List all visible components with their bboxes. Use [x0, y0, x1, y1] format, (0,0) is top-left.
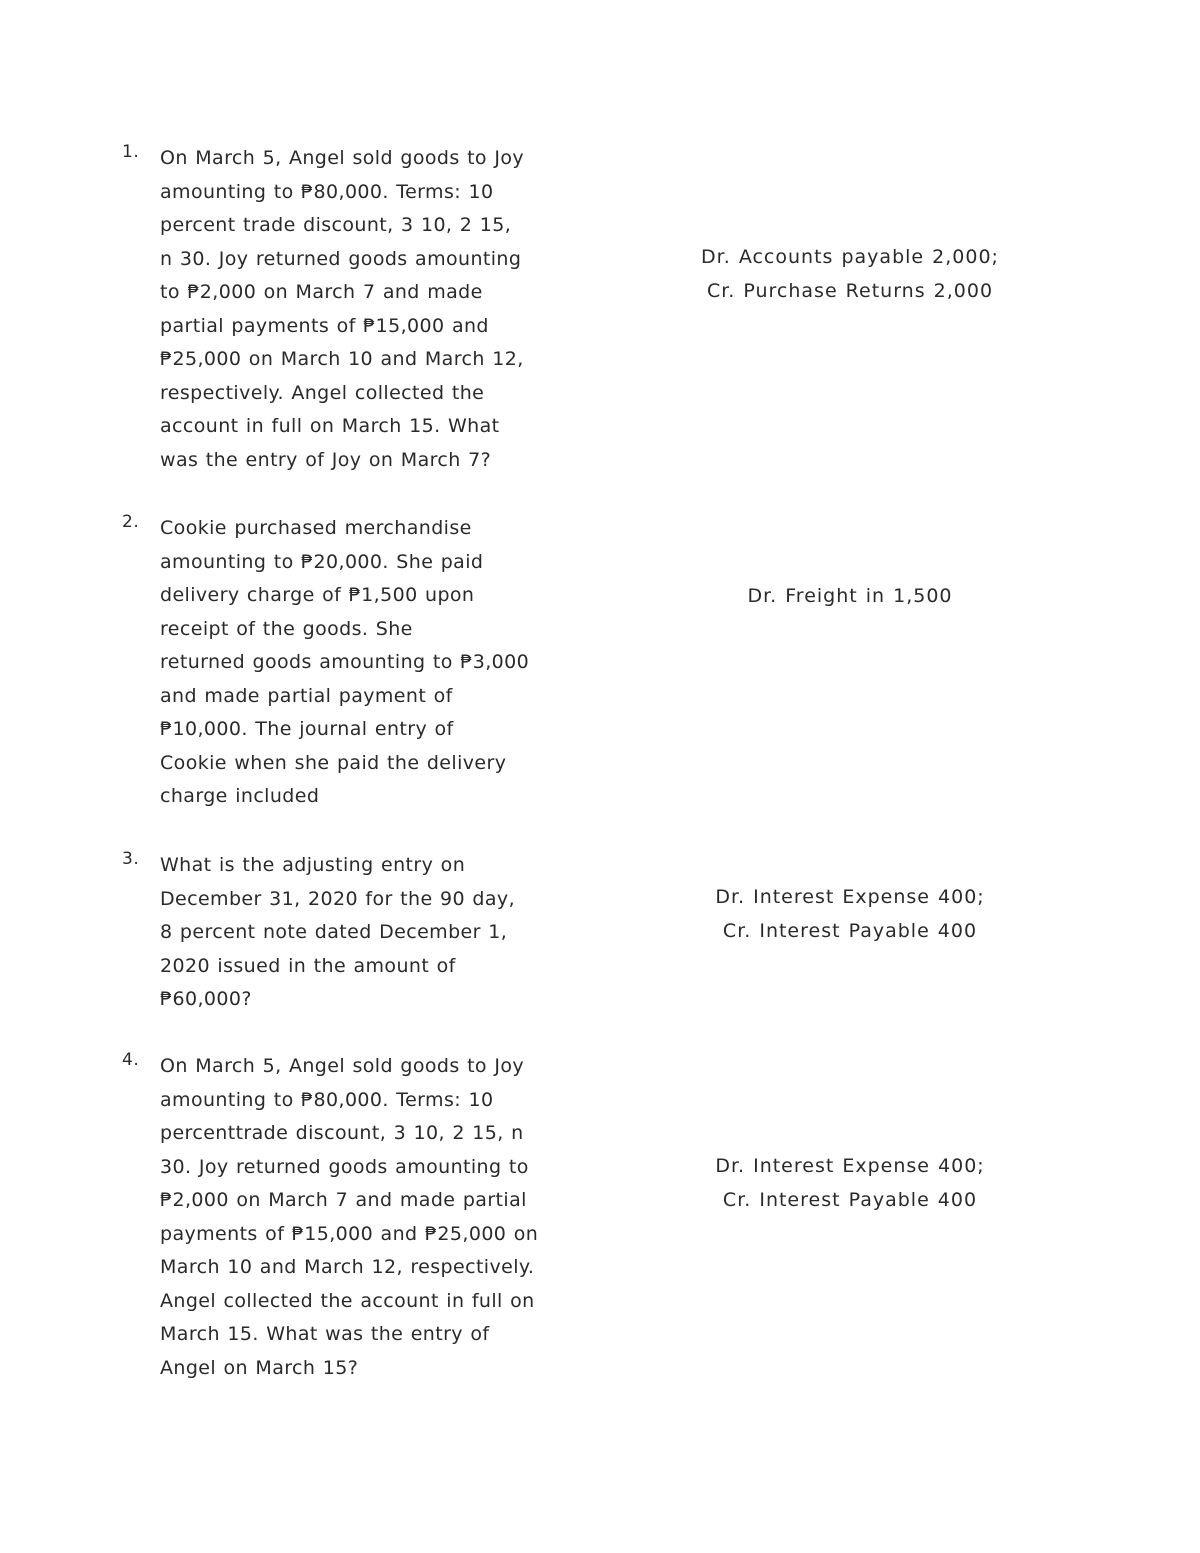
- question-number: 4.: [122, 1050, 140, 1070]
- question-text: On March 5, Angel sold goods to Joy amounting to ₱80,000. Terms: 10 percent trade discount, 3 10, 2 15, n 30. Joy returned goods amounting to ₱2,000 on March 7 and made partial payments of ₱15,000 and ₱25,000 on March 10 and March 12, respectively. Angel collected the account in full on March 15. What was the entry of Joy on March 7?: [160, 147, 525, 471]
- question-number: 3.: [122, 849, 140, 869]
- answer-text: Dr. Accounts payable 2,000; Cr. Purchase Returns 2,000: [701, 246, 999, 302]
- question-number: 2.: [122, 512, 140, 532]
- question-text: On March 5, Angel sold goods to Joy amounting to ₱80,000. Terms: 10 percenttrade discount, 3 10, 2 15, n 30. Joy returned goods amounting to ₱2,000 on March 7 and made partial payments of ₱15,000 and ₱25,000 on March 10 and March 12, respectively. Angel collected the account in full on March 15. What was the entry of Angel on March 15?: [160, 1055, 539, 1379]
- question-number: 1.: [122, 142, 140, 162]
- question-text: Cookie purchased merchandise amounting to ₱20,000. She paid delivery charge of ₱1,500 upon receipt of the goods. She returned goods amounting to ₱3,000 and made partial payment of ₱10,000. The journal entry of Cookie when she paid the delivery charge included: [160, 517, 530, 807]
- question-text: What is the adjusting entry on December 31, 2020 for the 90 day, 8 percent note dated December 1, 2020 issued in the amount of ₱60,000?: [160, 854, 516, 1010]
- answer-text: Dr. Freight in 1,500: [747, 585, 953, 607]
- answer-text: Dr. Interest Expense 400; Cr. Interest Payable 400: [715, 886, 985, 942]
- answer-text: Dr. Interest Expense 400; Cr. Interest Payable 400: [715, 1155, 985, 1211]
